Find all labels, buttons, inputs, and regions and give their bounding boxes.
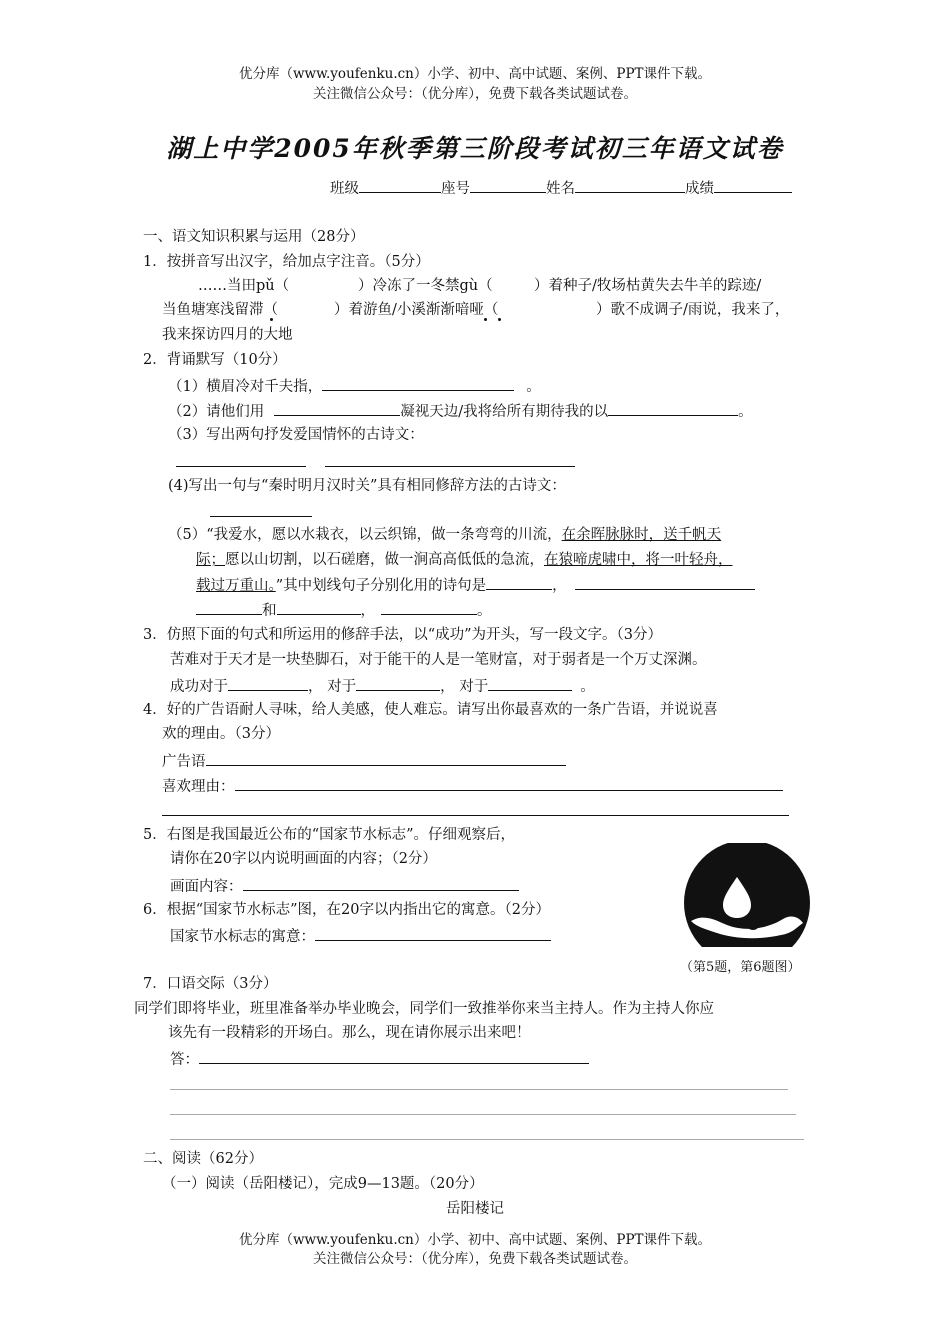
q2-item4-blank[interactable] (210, 516, 312, 517)
q1-line2-b: ）着游鱼/小溪渐渐喑哑（ (334, 302, 499, 318)
emphasis-dot (270, 318, 273, 321)
q3-blank-2[interactable] (356, 675, 440, 691)
q2-item5-underlined-3: 在猿啼虎啸中，将一叶轻舟， (544, 552, 733, 568)
figure-caption: （第5题，第6题图） (680, 960, 801, 975)
q3-fill-text-c: ， 对于 (440, 679, 489, 695)
q1-line1-b: ）冷冻了一冬禁gù（ (358, 278, 493, 294)
q1-line1-c: ）着种子/牧场枯黄失去牛羊的踪迹/ (534, 278, 762, 294)
q7-prompt: 7．口语交际（3分） (143, 976, 278, 992)
q2-item5-underlined-4: 载过万重山。 (196, 578, 276, 594)
q3-fill-text-b: ， 对于 (308, 679, 357, 695)
water-saving-logo (683, 843, 811, 953)
q2-item5-blank-3[interactable] (196, 599, 262, 615)
q7-text-line2: 该先有一段精彩的开场白。那么，现在请你展示出来吧！ (168, 1025, 531, 1041)
q1-line2-c: ）歌不成调子/雨说，我来了， (596, 302, 790, 318)
hand-detail (748, 924, 758, 930)
q2-item1-text: （1）横眉冷对千夫指， (168, 379, 323, 395)
name-label: 姓名 (546, 181, 575, 197)
passage-title: 岳阳楼记 (446, 1201, 504, 1217)
q2-item5-underlined-2: 际； (196, 552, 225, 568)
q4-ad-row (162, 750, 566, 772)
q2-item2-blank-2[interactable] (608, 400, 738, 416)
q2-item5-text-1: （5）“我爱水，愿以水栽衣，以云织锦，做一条弯弯的川流， (168, 527, 562, 543)
q6-blank[interactable] (315, 925, 551, 941)
class-field[interactable] (359, 177, 441, 193)
section1-heading: 一、语文知识积累与运用（28分） (143, 229, 365, 245)
q2-item5-line2 (196, 550, 733, 570)
q2-item5-text-3: ”其中划线句子分别化用的诗句是 (275, 578, 487, 594)
q2-item5-blank-1[interactable] (486, 574, 552, 590)
score-field[interactable] (714, 177, 792, 193)
page-title: 湖上中学2005年秋季第三阶段考试初三年语文试卷 (166, 134, 784, 163)
q2-item3-blank-1[interactable] (176, 466, 306, 467)
q2-item5-text-2: 愿以山切割，以石磋磨，做一涧高高低低的急流， (225, 552, 544, 568)
q2-item5-comma: ， (552, 578, 567, 594)
q3-fill (170, 675, 595, 697)
q3-blank-1[interactable] (228, 675, 308, 691)
footer-line-1: 优分库（www.youfenku.cn）小学、初中、高中试题、案例、PPT课件下载。 (238, 1232, 712, 1248)
q2-item5-blank-4[interactable] (277, 599, 361, 615)
q7-answer-line-2[interactable] (170, 1089, 788, 1090)
q7-answer-blank[interactable] (199, 1048, 589, 1064)
q1-line2-a: 当鱼塘寒浅留滞（ (162, 302, 278, 318)
q5-content-label: 画面内容： (170, 879, 243, 895)
q3-fill-text-a: 成功对于 (170, 679, 228, 695)
q5-prompt-line1: 5．右图是我国最近公布的“国家节水标志”。仔细观察后， (143, 827, 516, 843)
emphasis-dot (484, 318, 487, 321)
q2-item5-comma: ， (360, 603, 375, 619)
q4-reason-label: 喜欢理由： (162, 779, 235, 795)
q2-item5-line3 (196, 574, 755, 596)
class-label: 班级 (330, 181, 359, 197)
q2-item2-end: 。 (738, 404, 753, 420)
q3-fill-end: 。 (580, 679, 595, 695)
q4-reason-blank-2[interactable] (162, 815, 789, 816)
q6-row (170, 925, 551, 947)
emphasis-dot (498, 318, 501, 321)
section2-heading: 二、阅读（62分） (143, 1151, 263, 1167)
q7-answer-line-4[interactable] (170, 1139, 804, 1140)
name-field[interactable] (575, 177, 685, 193)
q4-ad-label: 广告语 (162, 754, 206, 770)
q2-item1-end: 。 (526, 379, 541, 395)
q2-prompt: 2．背诵默写（10分） (143, 352, 287, 368)
q2-item2-blank-1[interactable] (274, 400, 400, 416)
q2-item3-blank-2[interactable] (325, 466, 575, 467)
section2-sub1: （一）阅读（岳阳楼记），完成9—13题。（20分） (162, 1176, 484, 1192)
q4-reason-row (162, 775, 783, 797)
q2-item5-blank-2[interactable] (575, 574, 755, 590)
q4-reason-blank[interactable] (235, 775, 783, 791)
q1-line3: 我来探访四月的大地 (162, 327, 293, 343)
q7-answer-row (170, 1048, 589, 1070)
q2-item3: （3）写出两句抒发爱国情怀的古诗文： (168, 427, 424, 443)
q2-item5-and: 和 (262, 603, 277, 619)
q5-content-row (170, 875, 519, 897)
header-line-2: 关注微信公众号：（优分库），免费下载各类试题试卷。 (313, 86, 637, 102)
q2-item5-underlined-1: 在余晖脉脉时，送千帆天 (561, 527, 722, 543)
q5-prompt-line2: 请你在20字以内说明画面的内容；（2分） (170, 851, 437, 867)
seat-label: 座号 (441, 181, 470, 197)
q2-item5-end: 。 (477, 603, 492, 619)
q2-item5-blank-5[interactable] (381, 599, 477, 615)
q2-item2-text-a: （2）请他们用 (168, 404, 265, 420)
q5-content-blank[interactable] (243, 875, 519, 891)
q1-prompt: 1．按拼音写出汉字，给加点字注音。（5分） (143, 254, 430, 270)
q2-item4: (4)写出一句与“秦时明月汉时关”具有相同修辞方法的古诗文： (168, 478, 566, 494)
seat-field[interactable] (470, 177, 546, 193)
q7-text-line1: 同学们即将毕业，班里准备举办毕业晚会，同学们一致推举你来当主持人。作为主持人你应 (134, 1001, 714, 1017)
footer-line-2: 关注微信公众号：（优分库），免费下载各类试题试卷。 (313, 1251, 637, 1267)
q4-ad-blank[interactable] (206, 750, 566, 766)
q2-item2-text-b: 凝视天边/我将给所有期待我的以 (400, 404, 609, 420)
q6-prompt: 6．根据“国家节水标志”图，在20字以内指出它的寓意。（2分） (143, 902, 550, 918)
q1-line1-a: ……当田pǔ（ (198, 278, 290, 294)
score-label: 成绩 (685, 181, 714, 197)
q2-item1 (168, 375, 541, 397)
q3-blank-3[interactable] (488, 675, 572, 691)
q3-example: 苦难对于天才是一块垫脚石，对于能干的人是一笔财富，对于弱者是一个万丈深渊。 (170, 652, 707, 668)
q2-item5-line1 (168, 525, 721, 545)
q2-item2 (168, 400, 753, 422)
student-info-row (330, 177, 792, 199)
q6-label: 国家节水标志的寓意： (170, 929, 315, 945)
q4-prompt-line1: 4．好的广告语耐人寻味，给人美感，使人难忘。请写出你最喜欢的一条广告语，并说说喜 (143, 702, 718, 718)
q4-prompt-line2: 欢的理由。（3分） (162, 726, 280, 742)
q7-answer-label: 答： (170, 1052, 199, 1068)
q7-answer-line-3[interactable] (170, 1114, 796, 1115)
q2-item5-line4 (196, 599, 492, 621)
q3-prompt: 3．仿照下面的句式和所运用的修辞手法，以“成功”为开头，写一段文字。（3分） (143, 627, 663, 643)
header-line-1: 优分库（www.youfenku.cn）小学、初中、高中试题、案例、PPT课件下载。 (238, 66, 712, 82)
q2-item1-blank[interactable] (322, 375, 514, 391)
